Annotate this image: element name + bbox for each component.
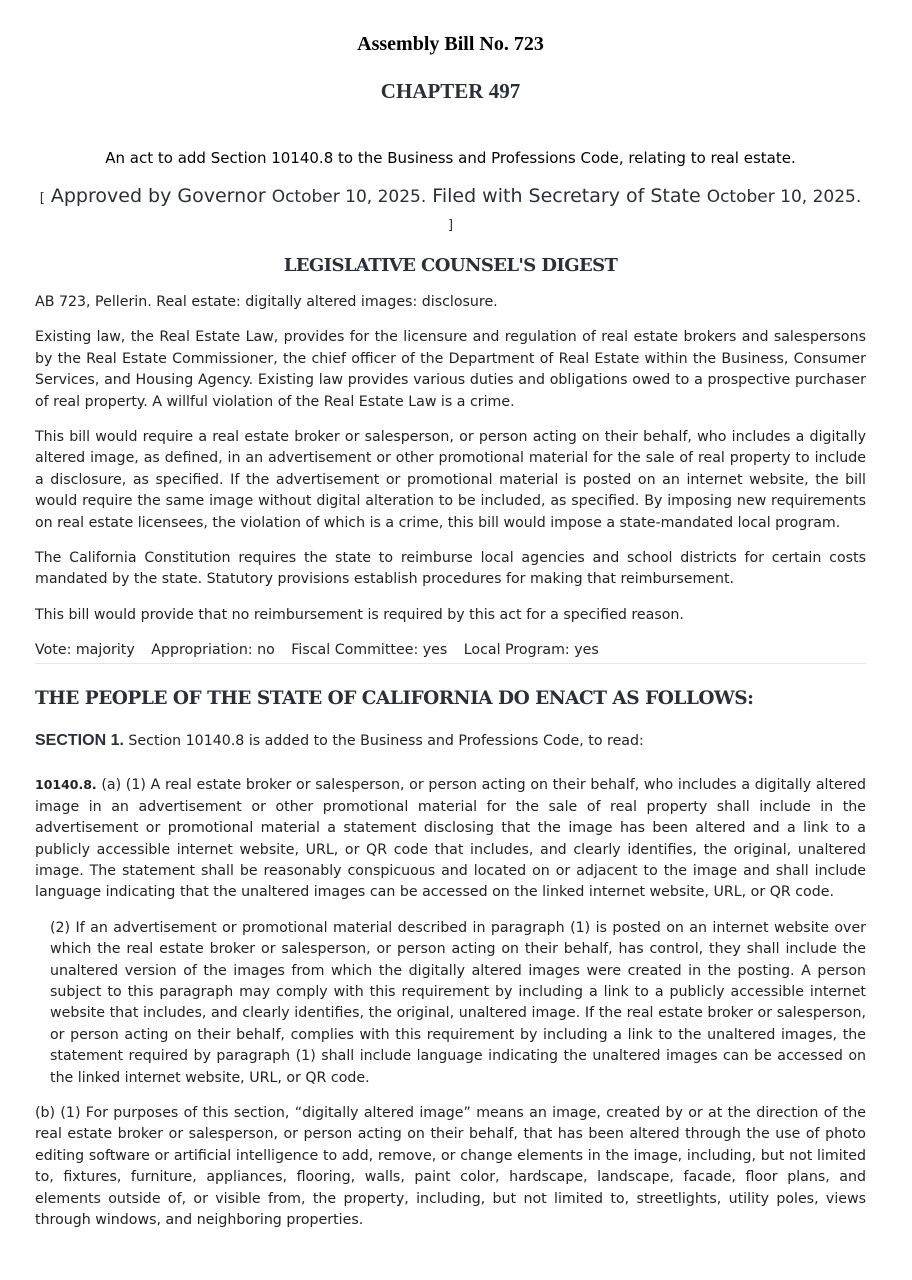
subdivision-a2: (2) If an advertisement or promotional material described in paragraph (1) is posted on an internet website over which the real estate broker or salesperson, or person acting on their behalf, has control, they shall include the unaltered version of the images from which the digitally altered images were created in the posting. A person subject to this paragraph may comply with this requirement by including a link to a publicly accessible internet website that includes, and clearly identifies, the original, unaltered image. If the real estate broker or salesperson, or person acting on their behalf, complies with this requirement by including a link to the unaltered images, the statement required by paragraph (1) shall include language indicating the unaltered images can be accessed on the linked internet website, URL, or QR code. bbox=[50, 919, 866, 1086]
close-bracket: ] bbox=[447, 218, 454, 233]
digest-paragraph: Existing law, the Real Estate Law, provides for the licensure and regulation of real estate brokers and salespersons by the Real Estate Commissioner, the chief officer of the Department of Real Estate within the Business, Consumer Services, and Housing Agency. Existing law provides various duties and obligations owed to a prospective purchaser of real property. A willful violation of the Real Estate Law is a crime. bbox=[35, 329, 866, 410]
approval-line bbox=[35, 168, 866, 238]
section-label: SECTION 1. bbox=[35, 732, 124, 750]
vote-summary bbox=[35, 640, 866, 664]
digest-title: LEGISLATIVE COUNSEL'S DIGEST bbox=[283, 255, 618, 276]
approved-label: Approved by Governor bbox=[50, 185, 266, 207]
digest-paragraph: This bill would provide that no reimbursement is required by this act for a specified reason. bbox=[35, 606, 684, 623]
enacting-clause: THE PEOPLE OF THE STATE OF CALIFORNIA DO ENACT AS FOLLOWS: bbox=[35, 688, 754, 710]
filed-label: Filed with Secretary of State bbox=[432, 185, 701, 207]
subdivision-a1-text: (a) (1) A real estate broker or salesperson, or person acting on their behalf, who includes a digitally altered image in an advertisement or other promotional material for the sale of real property shall include in the advertisement or promotional material a statement disclosing that the image has been altered and a link to a publicly accessible internet website, URL, or QR code that includes, and clearly identifies, the original, unaltered image. The statement shall be reasonably conspicuous and located on or adjacent to the image and shall include language indicating that the unaltered images can be accessed on the linked internet website, URL, or QR code. bbox=[35, 777, 866, 901]
act-description: An act to add Section 10140.8 to the Business and Professions Code, relating to real estate. bbox=[105, 149, 796, 167]
open-bracket: [ bbox=[39, 191, 45, 206]
code-section-label: 10140.8. bbox=[35, 777, 97, 793]
digest-paragraph: The California Constitution requires the state to reimburse local agencies and school districts for certain costs mandated by the state. Statutory provisions establish procedures for making that reimbursement. bbox=[35, 550, 866, 588]
subdivision-a1 bbox=[35, 774, 866, 903]
digest-paragraph: This bill would require a real estate broker or salesperson, or person acting on their behalf, who includes a digitally altered image, as defined, in an advertisement or other promotional material for the sale of real property to include a disclosure, as specified. If the advertisement or promotional material is posted on an internet website, the bill would require the same image without digital alteration to be included, as specified. By imposing new requirements on real estate licensees, the violation of which is a crime, this bill would impose a state-mandated local program. bbox=[35, 429, 866, 531]
vote-type: Vote: majority bbox=[35, 642, 135, 659]
bill-title: Assembly Bill No. 723 bbox=[357, 33, 544, 55]
section-text: Section 10140.8 is added to the Business and Professions Code, to read: bbox=[128, 733, 644, 750]
section-1 bbox=[35, 712, 866, 774]
subdivision-b1: (b) (1) For purposes of this section, “digitally altered image” means an image, created by or at the direction of the real estate broker or salesperson, or person acting on their behalf, that has been altered through the use of photo editing software or artificial intelligence to add, remove, or change elements in the image, including, but not limited to, fixtures, furniture, appliances, flooring, walls, paint color, hardscape, landscape, facade, floor plans, and elements outside of, or visible from, the property, including, but not limited to, streetlights, utility poles, views through windows, and neighboring properties. bbox=[35, 1104, 866, 1228]
local-program: Local Program: yes bbox=[463, 642, 599, 659]
appropriation: Appropriation: no bbox=[151, 642, 275, 659]
chapter-number: CHAPTER 497 bbox=[380, 79, 521, 103]
approved-date: October 10, 2025. bbox=[271, 187, 427, 207]
filed-date: October 10, 2025. bbox=[706, 187, 862, 207]
fiscal-committee: Fiscal Committee: yes bbox=[291, 642, 448, 659]
digest-subject: AB 723, Pellerin. Real estate: digitally altered images: disclosure. bbox=[35, 294, 498, 310]
